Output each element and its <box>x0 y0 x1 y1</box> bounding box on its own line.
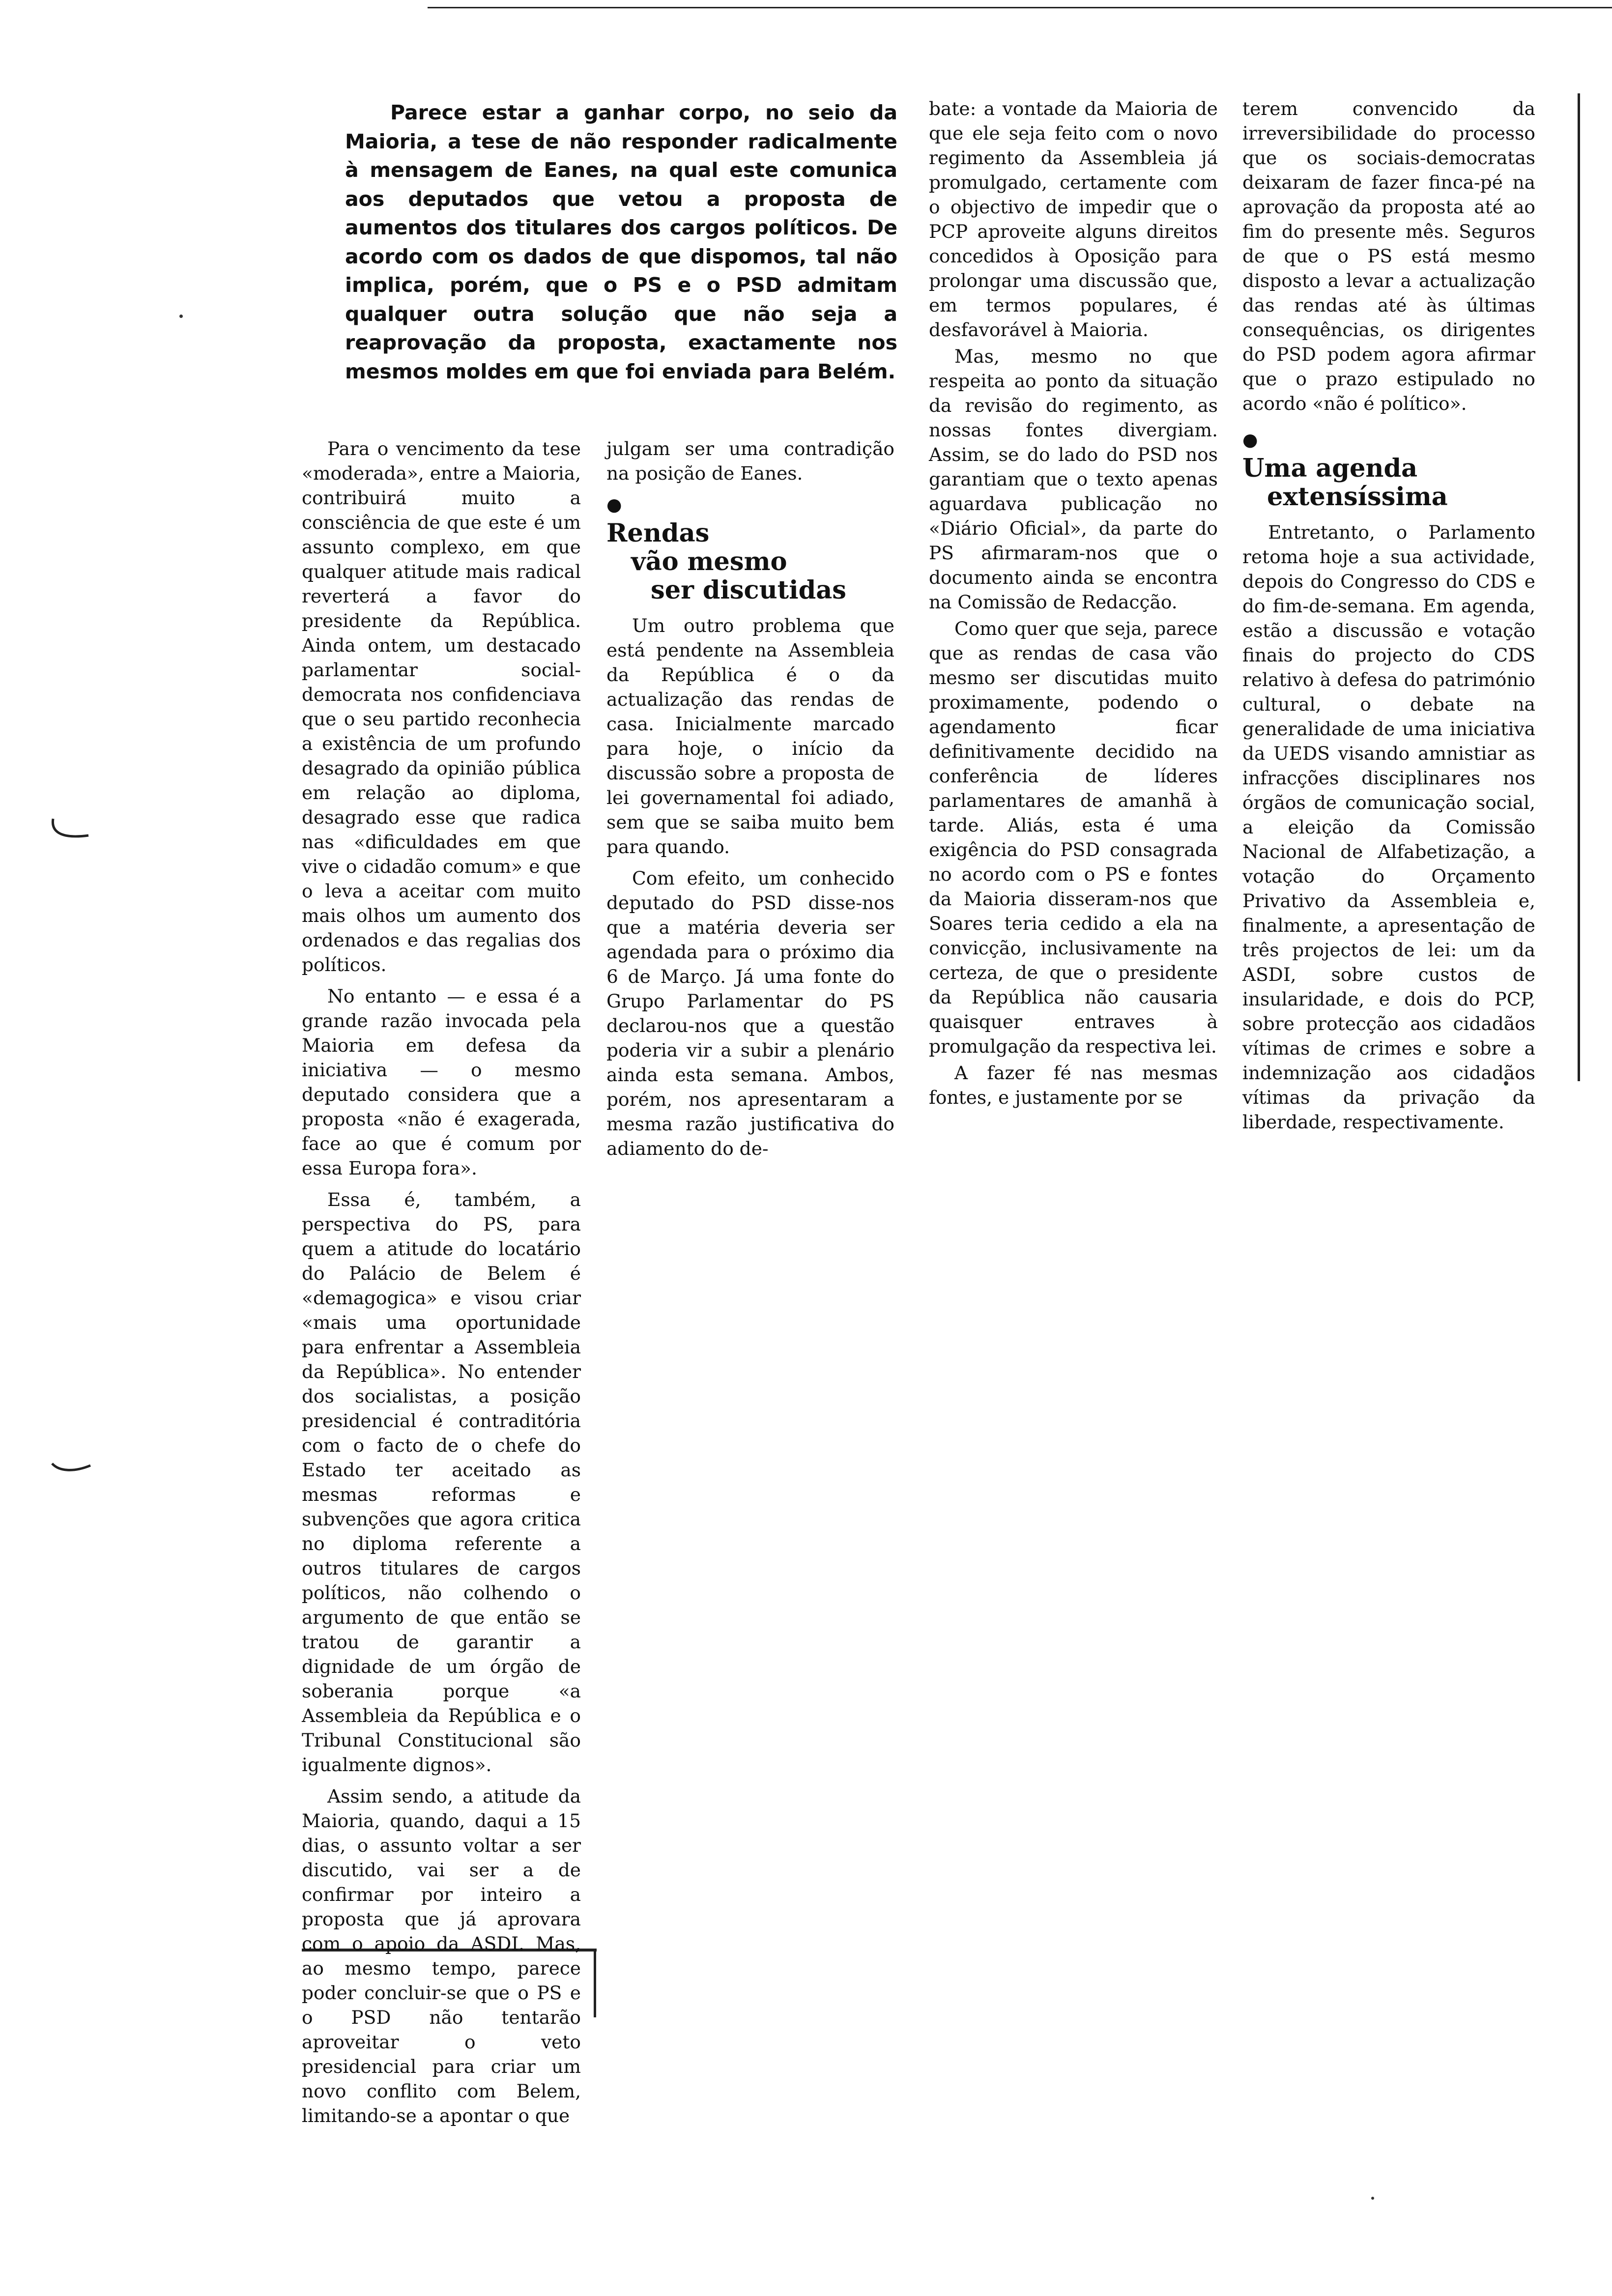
section-heading-agenda <box>1242 426 1535 511</box>
bottom-column-rule-tick <box>594 1949 596 2017</box>
column-2 <box>606 436 894 1163</box>
paragraph: Com efeito, um conhecido deputado do PSD disse-nos que a matéria deveria ser agendada para o próximo dia 6 de Março. Já uma fonte do Grupo Parlamentar do PS declarou-nos que a questão poderia vir a subir a plenário ainda esta semana. Ambos, porém, nos apresentaram a mesma razão justificativa do adiamento do de- <box>606 867 894 1159</box>
paragraph: terem convencido da irreversibilidade do processo que os sociais-democratas deixaram de fazer finca-pé na aprovação da proposta até ao fim do presente mês. Seguros de que o PS está mesmo disposto a levar a actualização das rendas até às últimas consequências, os dirigentes do PSD podem agora afirmar que o prazo estipulado no acordo «não é político». <box>1242 98 1535 414</box>
column-3 <box>929 96 1218 1112</box>
scan-edge-mark <box>49 1460 93 1479</box>
paragraph: Para o vencimento da tese «moderada», entre a Maioria, contribuirá muito a consciência de que este é um assunto complexo, em que qualquer atitude mais radical reverterá a favor do presidente da República. Ainda ontem, um destacado parlamentar social-democrata nos confidenciava que o seu partido reconhecia a existência de um profundo desagrado da opinião pública em relação ao diploma, desagrado esse que radica nas «dificuldades em que vive o cidadão comum» e que o leva a aceitar com muito mais olhos um aumento dos ordenados e das regalias dos políticos. <box>302 438 581 976</box>
heading-line: vão mesmo <box>631 547 787 576</box>
scan-speck <box>1371 2197 1374 2200</box>
right-margin-rule <box>1578 93 1580 1081</box>
paragraph: Entretanto, o Parlamento retoma hoje a sua actividade, depois do Congresso do CDS e do fim-de-semana. Em agenda, estão a discussão e votação finais do projecto do CDS relativo à defesa do património cultural, o debate na generalidade de uma iniciativa da UEDS visando amnistiar as infracções disciplinares nos órgãos de comunicação social, a eleição da Comissão Nacional de Alfabetização, a votação do Orçamento Privativo da Assembleia e, finalmente, a apresentação de três projectos de lei: um da ASDI, sobre custos de insularidade, e dois do PCP, sobre protecção aos cidadãos vítimas de crimes e sobre a indemnização aos cidadãos vítimas da privação da liberdade, respectivamente. <box>1242 521 1535 1133</box>
heading-line: ● Rendas <box>606 490 894 547</box>
paragraph: No entanto — e essa é a grande razão invocada pela Maioria em defesa da iniciativa — o mesmo deputado considera que a proposta «não é exagerada, face ao que é comum por essa Europa fora». <box>302 985 581 1179</box>
paragraph: Um outro problema que está pendente na Assembleia da República é o da actualização das rendas de casa. Inicialmente marcado para hoje, o início da discussão sobre a proposta de lei governamental foi adiado, sem que se saiba muito bem para quando. <box>606 615 894 858</box>
lead-paragraph: Parece estar a ganhar corpo, no seio da Maioria, a tese de não responder radicalmente à mensagem de Eanes, na qual este comunica aos deputados que vetou a proposta de aumentos dos titulares dos cargos políticos. De acordo com os dados de que dispomos, tal não implica, porém, que o PS e o PSD admitam qualquer outra solução que não seja a reaprovação da proposta, exactamente nos mesmos moldes em que foi enviada para Belém. <box>345 101 897 383</box>
heading-line: ● Uma agenda <box>1242 426 1535 483</box>
column-1 <box>302 436 581 2130</box>
top-rule <box>428 7 1612 8</box>
paragraph: Como quer que seja, parece que as rendas de casa vão mesmo ser discutidas muito proximamente, podendo o agendamento ficar definitivamente decidido na conferência de líderes parlamentares de amanhã à tarde. Aliás, esta é uma exigência do PSD consagrada no acordo com o PS e fontes da Maioria disseram-nos que Soares teria cedido a ela na convicção, inclusivamente na certeza, de que o presidente da República não causaria quaisquer entraves à promulgação da respectiva lei. <box>929 618 1218 1057</box>
heading-line: ser discutidas <box>651 575 847 605</box>
scan-speck <box>179 315 183 318</box>
paragraph: A fazer fé nas mesmas fontes, e justamente por se <box>929 1062 1218 1108</box>
paragraph: bate: a vontade da Maioria de que ele seja feito com o novo regimento da Assembleia já promulgado, certamente com o objectivo de impedir que o PCP aproveite alguns direitos concedidos à Oposição para prolongar uma discussão que, em termos populares, é desfavorável à Maioria. <box>929 98 1218 341</box>
bullet-icon: ● <box>606 494 622 515</box>
paragraph: Assim sendo, a atitude da Maioria, quando, daqui a 15 dias, o assunto voltar a ser discutido, vai ser a de confirmar por inteiro a proposta que já aprovara com o apoio da ASDI. Mas, ao mesmo tempo, parece poder concluir-se que o PS e o PSD não tentarão aproveitar o veto presidencial para criar um novo conflito com Belem, limitando-se a apontar o que <box>302 1785 581 2126</box>
paragraph: julgam ser uma contradição na posição de Eanes. <box>606 438 894 484</box>
heading-line: extensíssima <box>1267 482 1448 512</box>
paragraph: Essa é, também, a perspectiva do PS, para quem a atitude do locatário do Palácio de Belem é «demagogica» e visou criar «mais uma oportunidade para enfrentar a Assembleia da República». No entender dos socialistas, a posição presidencial é contraditória com o facto de o chefe do Estado ter aceitado as mesmas reformas e subvenções que agora critica no diploma referente a outros titulares de cargos políticos, não colhendo o argumento de que então se tratou de garantir a dignidade de um órgão de soberania porque «a Assembleia da República e o Tribunal Constitucional são igualmente dignos». <box>302 1189 581 1776</box>
section-heading-rendas <box>606 490 894 604</box>
column-4 <box>1242 96 1535 1136</box>
bullet-icon: ● <box>1242 430 1258 450</box>
paragraph: Mas, mesmo no que respeita ao ponto da situação da revisão do regimento, as nossas fontes divergiam. Assim, se do lado do PSD nos garantiam que o texto apenas aguardava publicação no «Diário Oficial», da parte do PS afirmaram-nos que o documento ainda se encontra na Comissão de Redacção. <box>929 345 1218 613</box>
scan-edge-mark <box>49 816 93 845</box>
